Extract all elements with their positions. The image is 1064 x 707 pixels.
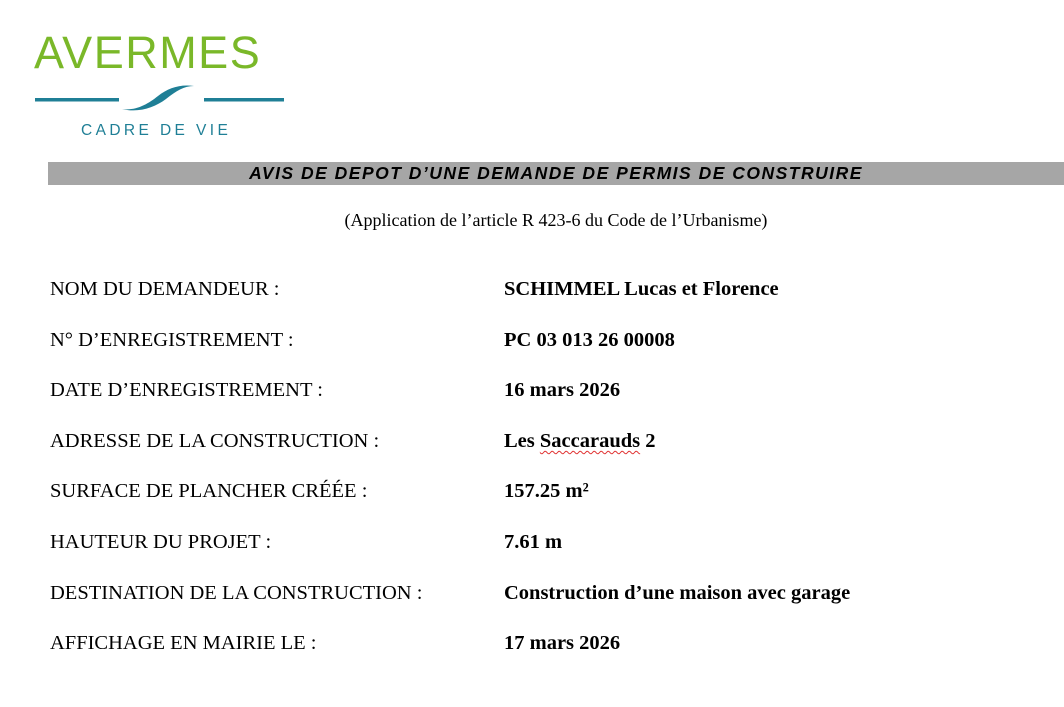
field-label: N° D’ENREGISTREMENT : <box>50 328 294 351</box>
field-label: HAUTEUR DU PROJET : <box>50 530 272 553</box>
notice-subtitle: (Application de l’article R 423-6 du Code de l’Urbanisme) <box>344 210 768 230</box>
field-value <box>504 426 655 456</box>
field-value: 7.61 m <box>504 530 563 553</box>
notice-title: AVIS DE DEPOT D’UNE DEMANDE DE PERMIS DE CONSTRUIRE <box>249 163 863 183</box>
field-value: SCHIMMEL Lucas et Florence <box>504 278 779 300</box>
address-street-flagged: Saccarauds <box>539 429 641 452</box>
field-label: DATE D’ENREGISTREMENT : <box>50 379 323 402</box>
avermes-logo <box>34 28 288 144</box>
notice-title-bar <box>48 162 1064 185</box>
field-row-registration-number <box>50 325 1030 376</box>
address-prefix: Les <box>504 429 540 452</box>
address-suffix: 2 <box>640 429 656 452</box>
field-value: 16 mars 2026 <box>504 379 621 402</box>
field-row-destination <box>50 578 1030 629</box>
field-label: NOM DU DEMANDEUR : <box>50 278 280 300</box>
field-value: PC 03 013 26 00008 <box>504 328 675 351</box>
field-label: DESTINATION DE LA CONSTRUCTION : <box>50 581 423 604</box>
field-row-address <box>50 426 1030 477</box>
field-label: ADRESSE DE LA CONSTRUCTION : <box>50 429 380 452</box>
logo-tagline: CADRE DE VIE <box>81 122 232 139</box>
logo-wave-icon <box>34 82 288 116</box>
field-value: 157.25 m² <box>504 480 589 503</box>
field-row-applicant <box>50 274 1030 325</box>
notice-fields <box>50 274 1030 679</box>
field-value: 17 mars 2026 <box>504 632 621 655</box>
field-row-height <box>50 527 1030 578</box>
field-row-registration-date <box>50 375 1030 426</box>
logo-name: AVERMES <box>34 27 262 78</box>
field-label: SURFACE DE PLANCHER CRÉÉE : <box>50 480 368 503</box>
field-row-floor-area <box>50 476 1030 527</box>
field-label: AFFICHAGE EN MAIRIE LE : <box>50 632 317 655</box>
field-row-posting-date <box>50 628 1030 679</box>
field-value: Construction d’une maison avec garage <box>504 581 851 604</box>
